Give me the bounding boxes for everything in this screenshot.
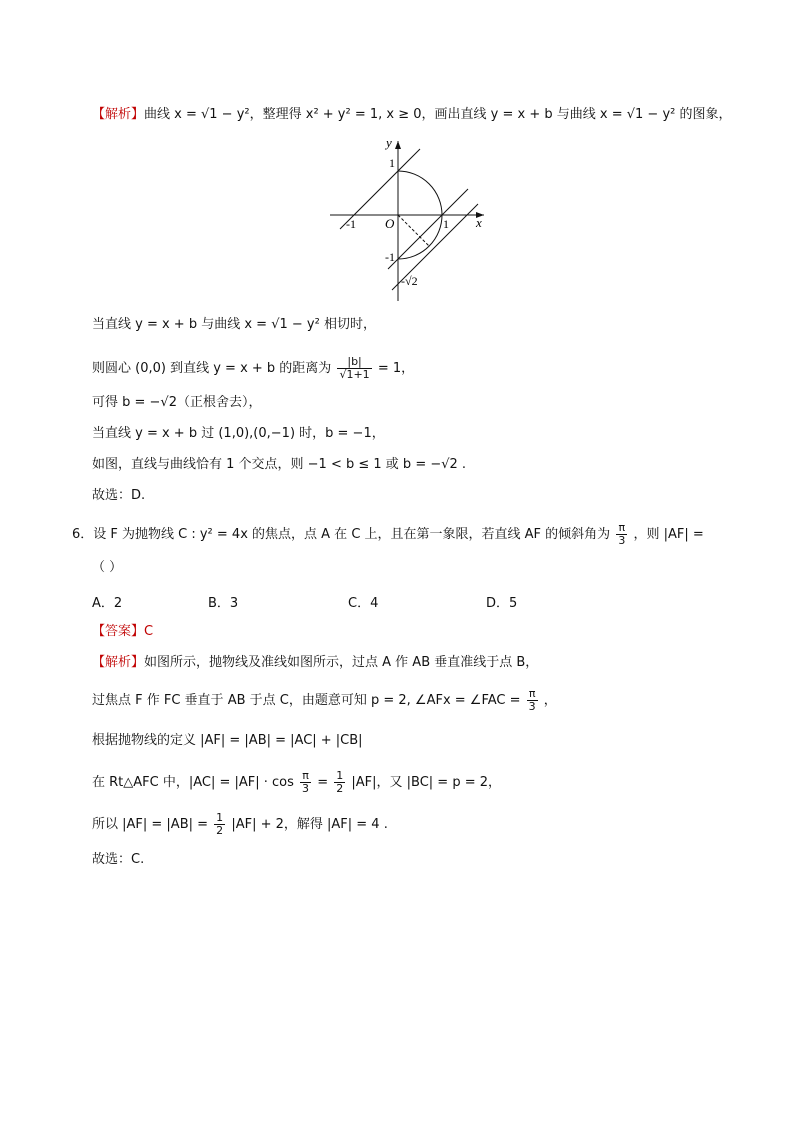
option-c: C．4	[348, 596, 379, 611]
q6-sol4-a: 在 Rt△AFC 中，|AC| = |AF| · cos	[92, 775, 294, 790]
q6-sol6: 故选：C.	[92, 852, 145, 867]
angle-fraction	[527, 688, 538, 713]
p5-line3	[92, 356, 414, 381]
option-b: B．3	[208, 596, 239, 611]
fraction-numerator: π	[527, 688, 538, 701]
label-neg-one-x: -1	[346, 217, 356, 231]
fraction-numerator: π	[616, 522, 627, 535]
fraction-numerator: |b|	[337, 356, 371, 369]
q6-sol5	[92, 812, 388, 837]
analysis-tag: 【解析】	[92, 655, 145, 670]
p5-line3-b: = 1，	[377, 361, 415, 376]
answer-tag: 【答案】	[92, 624, 145, 639]
p5-analysis-line1	[92, 106, 731, 124]
label-one-y: 1	[389, 156, 395, 170]
q6-sol1	[92, 654, 538, 672]
q6-paren: （ ）	[92, 560, 123, 575]
q6-sol5-b: |AF| + 2，解得 |AF| = 4 .	[231, 817, 388, 832]
q6-sol4	[92, 770, 501, 795]
circle-line-figure	[322, 135, 492, 305]
y-axis-label: y	[386, 135, 392, 150]
q6-sol5-a: 所以 |AF| = |AB| =	[92, 817, 209, 832]
p5-line5: 当直线 y = x + b 过 (1,0),(0,−1) 时，b = −1，	[92, 426, 385, 441]
angle-fraction	[616, 522, 627, 547]
p5-line3-a: 则圆心 (0,0) 到直线 y = x + b 的距离为	[92, 361, 332, 376]
y-axis-arrow	[395, 141, 401, 149]
label-neg-one-y: -1	[385, 250, 395, 264]
q6-sol3: 根据抛物线的定义 |AF| = |AB| = |AC| + |CB|	[92, 733, 363, 748]
q6-sol2	[92, 688, 557, 713]
half-fraction	[334, 770, 345, 795]
fraction-denominator: 2	[216, 824, 224, 837]
q6-sol2-a: 过焦点 F 作 FC 垂直于 AB 于点 C，由题意可知 p = 2, ∠AFx = ∠FAC =	[92, 693, 521, 708]
q6-stem-b: ，则 |AF| =	[633, 527, 704, 542]
q6-sol4-mid: =	[317, 775, 329, 790]
option-a: A．2	[92, 596, 123, 611]
p5-line7: 故选：D.	[92, 488, 146, 503]
q6-sol4-b: |AF|，又 |BC| = p = 2，	[351, 775, 502, 790]
fraction-numerator: 1	[216, 811, 224, 824]
q6-answer	[92, 623, 153, 641]
q6-stem-a: 6．设 F 为抛物线 C : y² = 4x 的焦点，点 A 在 C 上，且在第一象限，若直线 AF 的倾斜角为	[72, 527, 611, 542]
q6-stem	[72, 522, 704, 547]
distance-fraction	[337, 356, 371, 381]
label-neg-sqrt2: -√2	[401, 274, 418, 288]
fraction-denominator: 3	[618, 534, 626, 547]
cos-fraction	[300, 770, 311, 795]
answer-value: C	[144, 624, 154, 639]
p5-line6: 如图，直线与曲线恰有 1 个交点，则 −1 < b ≤ 1 或 b = −√2 .	[92, 457, 467, 472]
radius-dashed	[398, 215, 429, 246]
analysis-tag: 【解析】	[92, 107, 145, 122]
fraction-denominator: √1+1	[339, 368, 370, 381]
option-d: D．5	[486, 596, 518, 611]
label-one-x: 1	[443, 217, 449, 231]
q6-sol1-text: 如图所示，抛物线及准线如图所示，过点 A 作 AB 垂直准线于点 B，	[144, 655, 539, 670]
q6-sol2-b: ，	[543, 693, 557, 708]
line-b-neg1	[388, 189, 468, 269]
fraction-numerator: π	[300, 770, 311, 783]
p5-line4: 可得 b = −√2（正根舍去），	[92, 395, 262, 410]
fraction-denominator: 3	[528, 700, 536, 713]
p5-line1-text: 曲线 x = √1 − y²，整理得 x² + y² = 1, x ≥ 0，画出直线 y = x + b 与曲线 x = √1 − y² 的图象，	[144, 107, 732, 122]
p5-line2: 当直线 y = x + b 与曲线 x = √1 − y² 相切时，	[92, 317, 376, 332]
origin-label: O	[385, 216, 395, 231]
fraction-denominator: 2	[336, 782, 344, 795]
x-axis-label: x	[476, 215, 482, 230]
fraction-numerator: 1	[336, 769, 344, 782]
half-fraction	[214, 812, 225, 837]
fraction-denominator: 3	[302, 782, 310, 795]
